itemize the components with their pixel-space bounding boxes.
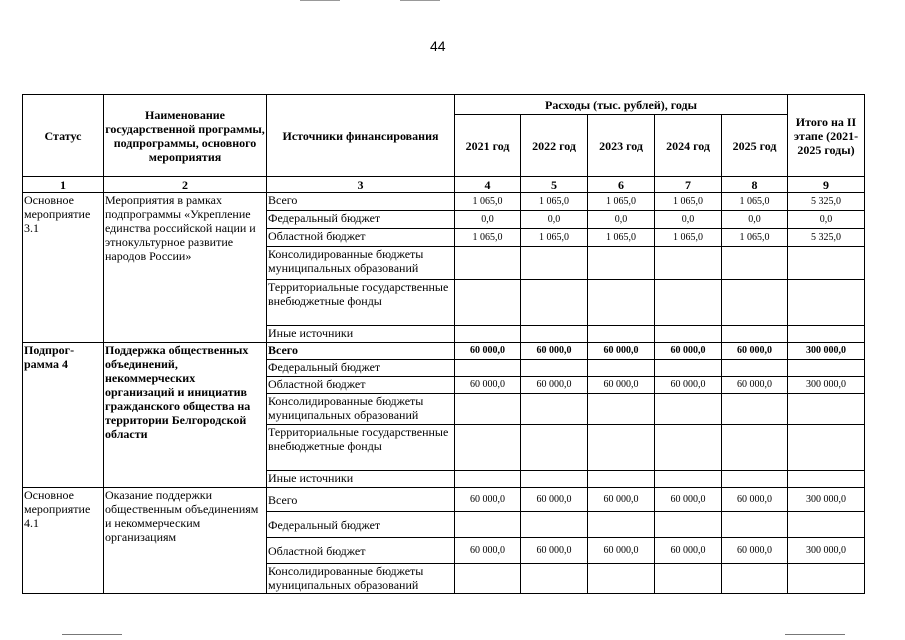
value-cell: 60 000,0 <box>722 343 788 360</box>
value-cell: 1 065,0 <box>722 193 788 211</box>
source-cell: Консолидированные бюджеты муниципальных образований <box>267 247 455 280</box>
value-cell <box>588 280 655 326</box>
value-cell <box>455 326 521 343</box>
total-cell <box>788 425 865 471</box>
value-cell: 0,0 <box>588 211 655 229</box>
value-cell <box>655 425 722 471</box>
value-cell: 0,0 <box>521 211 588 229</box>
value-cell: 1 065,0 <box>521 193 588 211</box>
source-cell: Федеральный бюджет <box>267 211 455 229</box>
value-cell: 60 000,0 <box>655 538 722 564</box>
value-cell <box>722 564 788 594</box>
source-cell: Федеральный бюджет <box>267 360 455 377</box>
value-cell: 1 065,0 <box>455 229 521 247</box>
value-cell: 60 000,0 <box>655 488 722 512</box>
value-cell: 0,0 <box>655 211 722 229</box>
value-cell: 1 065,0 <box>655 229 722 247</box>
value-cell <box>588 247 655 280</box>
header-source: Источники финансирования <box>267 95 455 177</box>
scan-edge-top-right <box>400 0 440 1</box>
program-name-cell: Оказание поддержки общественным объединениям и некоммерческим организациям <box>104 488 267 594</box>
total-cell: 0,0 <box>788 211 865 229</box>
scan-edge-bottom-right <box>785 634 845 635</box>
status-cell: Подпрог- рамма 4 <box>23 343 104 488</box>
value-cell <box>722 394 788 425</box>
value-cell <box>722 280 788 326</box>
value-cell <box>655 247 722 280</box>
program-name-cell: Мероприятия в рамках подпрограммы «Укрепление единства российской нации и этнокультурное развитие народов России» <box>104 193 267 343</box>
financing-table <box>22 94 865 594</box>
status-cell: Основное мероприятие 4.1 <box>23 488 104 594</box>
value-cell: 60 000,0 <box>455 377 521 394</box>
value-cell <box>722 425 788 471</box>
total-cell <box>788 564 865 594</box>
value-cell: 60 000,0 <box>455 488 521 512</box>
column-number: 3 <box>267 177 455 193</box>
source-cell: Всего <box>267 488 455 512</box>
total-cell <box>788 280 865 326</box>
value-cell: 1 065,0 <box>588 229 655 247</box>
total-cell <box>788 360 865 377</box>
source-cell: Территориальные государственные внебюджетные фонды <box>267 280 455 326</box>
source-cell: Иные источники <box>267 326 455 343</box>
total-cell: 300 000,0 <box>788 343 865 360</box>
value-cell <box>521 425 588 471</box>
value-cell <box>521 471 588 488</box>
value-cell <box>521 326 588 343</box>
value-cell <box>455 471 521 488</box>
source-cell: Федеральный бюджет <box>267 512 455 538</box>
scan-edge-top-left <box>300 0 340 1</box>
value-cell: 1 065,0 <box>722 229 788 247</box>
source-cell: Всего <box>267 343 455 360</box>
column-number: 7 <box>655 177 722 193</box>
value-cell: 1 065,0 <box>588 193 655 211</box>
source-cell: Всего <box>267 193 455 211</box>
column-number: 6 <box>588 177 655 193</box>
total-cell <box>788 512 865 538</box>
value-cell <box>722 360 788 377</box>
source-cell: Областной бюджет <box>267 377 455 394</box>
header-year: 2021 год <box>455 115 521 177</box>
value-cell: 60 000,0 <box>521 343 588 360</box>
value-cell: 60 000,0 <box>521 377 588 394</box>
status-cell: Основное мероприятие 3.1 <box>23 193 104 343</box>
value-cell <box>722 247 788 280</box>
value-cell: 60 000,0 <box>588 377 655 394</box>
total-cell: 300 000,0 <box>788 488 865 512</box>
value-cell <box>455 512 521 538</box>
value-cell <box>722 512 788 538</box>
header-year: 2025 год <box>722 115 788 177</box>
value-cell <box>722 326 788 343</box>
total-cell <box>788 471 865 488</box>
source-cell: Иные источники <box>267 471 455 488</box>
value-cell: 60 000,0 <box>722 538 788 564</box>
value-cell: 60 000,0 <box>588 343 655 360</box>
value-cell <box>655 394 722 425</box>
value-cell: 0,0 <box>455 211 521 229</box>
value-cell <box>588 512 655 538</box>
value-cell: 1 065,0 <box>455 193 521 211</box>
value-cell <box>588 425 655 471</box>
value-cell: 0,0 <box>722 211 788 229</box>
value-cell <box>655 326 722 343</box>
value-cell: 60 000,0 <box>588 488 655 512</box>
total-cell <box>788 326 865 343</box>
value-cell: 1 065,0 <box>521 229 588 247</box>
column-number: 8 <box>722 177 788 193</box>
source-cell: Территориальные государственные внебюджетные фонды <box>267 425 455 471</box>
value-cell: 60 000,0 <box>521 488 588 512</box>
value-cell: 60 000,0 <box>655 377 722 394</box>
value-cell <box>521 247 588 280</box>
value-cell <box>588 394 655 425</box>
value-cell <box>588 360 655 377</box>
source-cell: Консолидированные бюджеты муниципальных образований <box>267 394 455 425</box>
value-cell: 60 000,0 <box>588 538 655 564</box>
value-cell <box>455 394 521 425</box>
value-cell: 60 000,0 <box>455 343 521 360</box>
column-number: 2 <box>104 177 267 193</box>
source-cell: Областной бюджет <box>267 229 455 247</box>
value-cell <box>521 564 588 594</box>
program-name-cell: Поддержка общественных объединений, некоммерческих организаций и инициатив гражданского общества на территории Белгородской области <box>104 343 267 488</box>
header-status: Статус <box>23 95 104 177</box>
value-cell: 60 000,0 <box>655 343 722 360</box>
value-cell <box>455 280 521 326</box>
total-cell: 300 000,0 <box>788 377 865 394</box>
value-cell <box>455 564 521 594</box>
value-cell <box>455 360 521 377</box>
value-cell <box>521 280 588 326</box>
scan-edge-bottom-left <box>62 634 122 635</box>
total-cell <box>788 394 865 425</box>
total-cell: 5 325,0 <box>788 193 865 211</box>
value-cell: 60 000,0 <box>521 538 588 564</box>
value-cell: 60 000,0 <box>722 377 788 394</box>
value-cell <box>521 360 588 377</box>
column-number: 9 <box>788 177 865 193</box>
value-cell <box>655 471 722 488</box>
value-cell <box>521 512 588 538</box>
header-expenses: Расходы (тыс. рублей), годы <box>455 95 788 115</box>
value-cell <box>455 425 521 471</box>
value-cell <box>588 471 655 488</box>
header-year: 2024 год <box>655 115 722 177</box>
source-cell: Консолидированные бюджеты муниципальных образований <box>267 564 455 594</box>
header-total: Итого на II этапе (2021-2025 годы) <box>788 95 865 177</box>
header-year: 2022 год <box>521 115 588 177</box>
value-cell: 60 000,0 <box>455 538 521 564</box>
value-cell <box>588 326 655 343</box>
header-name: Наименование государственной программы, подпрограммы, основного мероприятия <box>104 95 267 177</box>
column-number: 4 <box>455 177 521 193</box>
value-cell <box>588 564 655 594</box>
column-number: 1 <box>23 177 104 193</box>
column-number: 5 <box>521 177 588 193</box>
page-number: 44 <box>430 38 446 54</box>
total-cell: 5 325,0 <box>788 229 865 247</box>
value-cell: 1 065,0 <box>655 193 722 211</box>
value-cell <box>455 247 521 280</box>
value-cell <box>655 360 722 377</box>
source-cell: Областной бюджет <box>267 538 455 564</box>
total-cell: 300 000,0 <box>788 538 865 564</box>
value-cell <box>521 394 588 425</box>
total-cell <box>788 247 865 280</box>
value-cell: 60 000,0 <box>722 488 788 512</box>
value-cell <box>655 512 722 538</box>
value-cell <box>722 471 788 488</box>
header-year: 2023 год <box>588 115 655 177</box>
value-cell <box>655 564 722 594</box>
value-cell <box>655 280 722 326</box>
